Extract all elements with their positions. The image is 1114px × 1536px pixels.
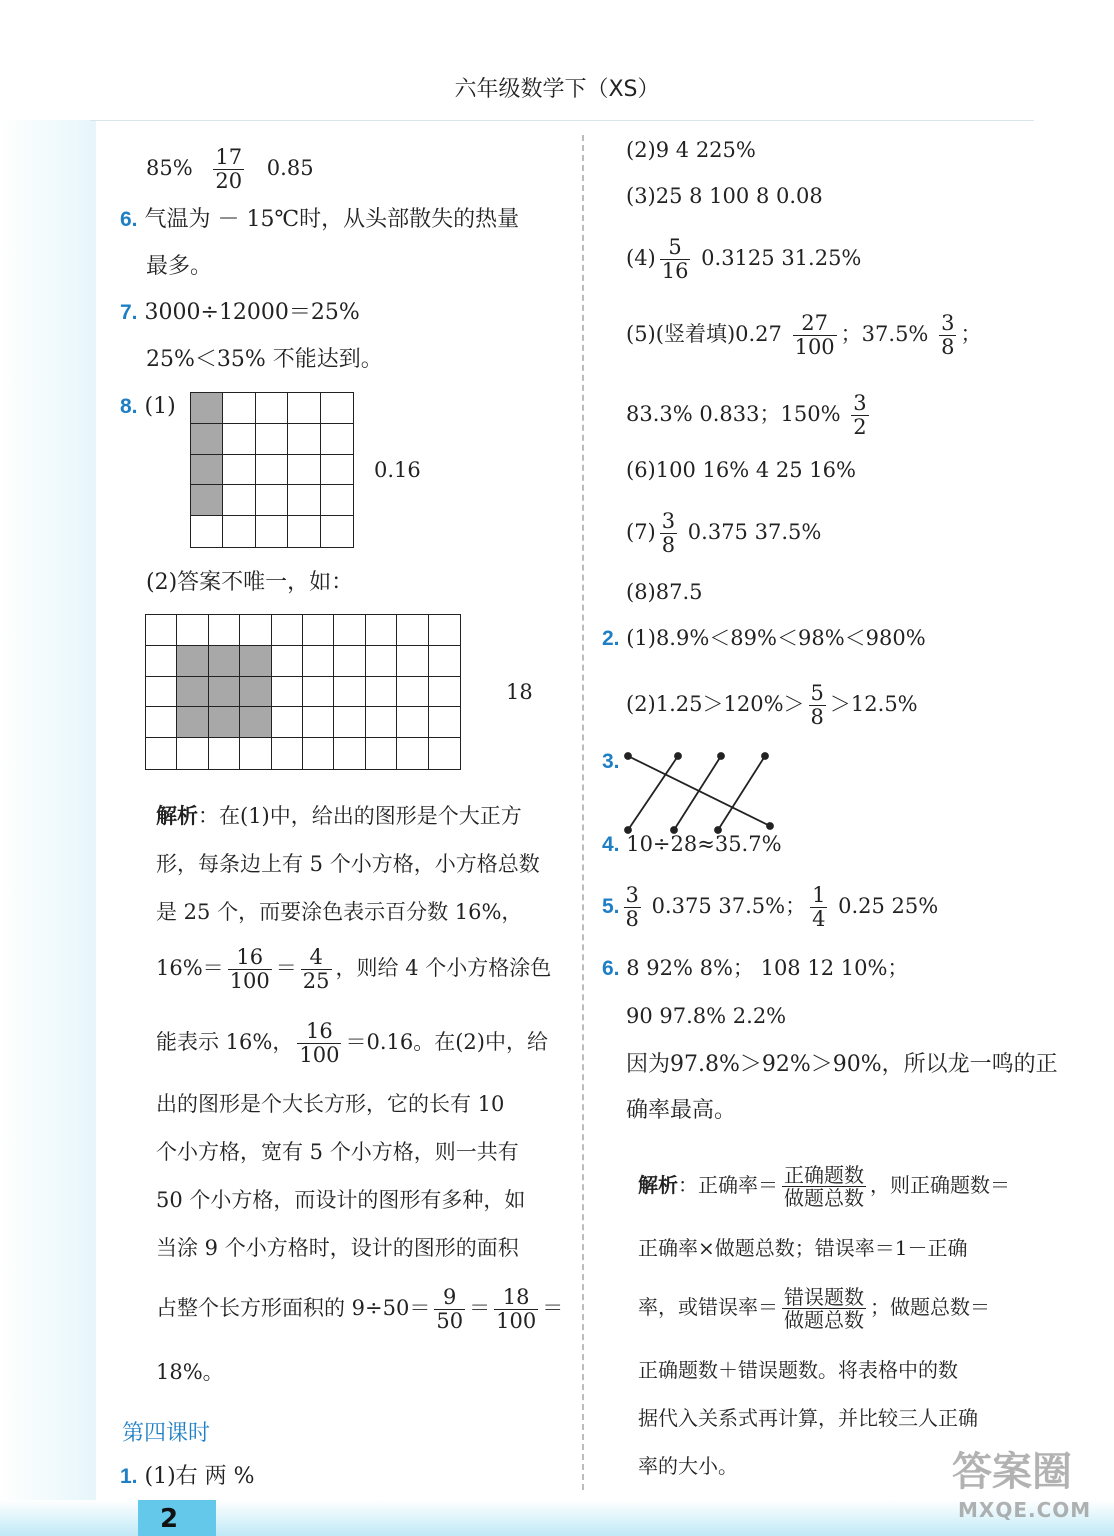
analysis-line-1 (156, 802, 522, 830)
equals-sign: ＝ (275, 956, 297, 980)
analysis-text: ；做题总数＝ (870, 1295, 990, 1319)
grid-cell (223, 485, 255, 516)
page-number: 2 (160, 1504, 179, 1534)
grid-cell (146, 707, 177, 738)
answer-text: 0.375 37.5% (681, 520, 822, 544)
part-label: (1) (144, 394, 176, 419)
grid-cell (223, 516, 255, 547)
grid-cell (209, 738, 240, 769)
grid-cell (321, 393, 353, 424)
grid-cell (272, 615, 303, 646)
analysis-line-3: 是 25 个，而要涂色表示百分数 16%， (156, 900, 523, 924)
grid-cell (321, 516, 353, 547)
grid-cell-shaded (177, 707, 208, 738)
answer-text: 0.25 25% (831, 894, 939, 918)
answer-r2: (2)9 4 225% (626, 138, 756, 162)
grid-cell (272, 738, 303, 769)
analysis-line-8: 50 个小方格，而设计的图形有多种，如 (156, 1188, 526, 1212)
grid-cell (334, 677, 365, 708)
answer-text: (1)8.9%＜89%＜98%＜980% (626, 626, 926, 650)
grid-cell (288, 516, 320, 547)
answer-text: (1)右 两 % (144, 1464, 255, 1489)
grid-cell (288, 455, 320, 486)
grid-cell (397, 615, 428, 646)
analysis-line-11: 18%。 (156, 1360, 224, 1384)
answer-text: 0.375 37.5%； (644, 894, 807, 918)
fraction: $\frac{3}{8}$ (661, 509, 676, 557)
grid-cell (146, 646, 177, 677)
answer-r5b (626, 392, 873, 439)
watermark-url: MXQE.COM (958, 1498, 1092, 1522)
question-7 (120, 298, 360, 328)
question-number: 8. (120, 395, 138, 418)
grid-cell (303, 677, 334, 708)
grid-cell-shaded (209, 707, 240, 738)
grid-cell (397, 707, 428, 738)
answer-text: 0.3125 31.25% (694, 246, 862, 270)
fraction: $\frac{\text{正确题数}}{\text{做题总数}}$ (784, 1163, 864, 1210)
question-6r (602, 954, 908, 983)
grid-cell (334, 738, 365, 769)
fraction: $\frac{17}{20}$ (215, 145, 243, 193)
grid-cell (177, 738, 208, 769)
analysis-text: 16%＝ (156, 956, 224, 980)
grid-cell (223, 455, 255, 486)
left-margin-band (0, 120, 96, 1536)
grid-cell (272, 707, 303, 738)
fraction: $\frac{3}{8}$ (625, 883, 639, 931)
grid-cell-shaded (191, 485, 223, 516)
grid-cell (240, 738, 271, 769)
question-5 (602, 884, 938, 931)
analysis-text: ＝0.16。在(2)中，给 (345, 1030, 548, 1054)
grid-cell (397, 646, 428, 677)
fraction: $\frac{3}{8}$ (941, 311, 955, 359)
grid-cell (429, 738, 460, 769)
grid-cell (209, 615, 240, 646)
equals-sign: ＝ (469, 1296, 491, 1320)
analysis-line-6: 出的图形是个大长方形，它的长有 10 (156, 1092, 505, 1116)
fraction: $\frac{5}{8}$ (810, 681, 824, 729)
grid-cell (321, 455, 353, 486)
analysis-line-9: 当涂 9 个小方格时，设计的图形的面积 (156, 1236, 519, 1260)
grid-cell (429, 677, 460, 708)
fraction: $\frac{9}{50}$ (436, 1285, 464, 1333)
grid-cell-shaded (240, 707, 271, 738)
answer-text: ；37.5% (840, 322, 936, 346)
answer-r7 (626, 510, 821, 557)
answer-text: 气温为 － 15℃时，从头部散失的热量 (144, 207, 520, 232)
answer-text: (7) (626, 520, 656, 544)
grid-cell (303, 615, 334, 646)
header-title: 六年级数学下（XS） (454, 77, 660, 102)
grid1-value: 0.16 (374, 458, 421, 482)
column-divider (582, 135, 584, 1490)
analysis-r-line-3 (638, 1286, 990, 1331)
dot (675, 753, 681, 759)
analysis-line-7: 个小方格，宽有 5 个小方格，则一共有 (156, 1140, 519, 1164)
answer-text: ＞12.5% (829, 692, 918, 716)
question-6r-line4: 确率最高。 (626, 1098, 737, 1123)
grid-cell (303, 646, 334, 677)
matching-lines-diagram (618, 744, 778, 844)
decimal-value: 0.85 (266, 156, 314, 180)
analysis-r-line-6: 率的大小。 (638, 1454, 738, 1478)
grid-cell-shaded (240, 677, 271, 708)
answer-85-line (146, 146, 314, 193)
analysis-text: ，则正确题数＝ (870, 1173, 1010, 1197)
grid-cell (288, 485, 320, 516)
answer-r3: (3)25 8 100 8 0.08 (626, 184, 823, 208)
match-line (718, 756, 765, 830)
section-heading: 第四课时 (122, 1421, 211, 1446)
grid-cell (366, 707, 397, 738)
match-line (628, 756, 678, 830)
dot (767, 823, 773, 829)
header-rule (90, 120, 1034, 121)
grid-cell (429, 615, 460, 646)
grid-cell (321, 485, 353, 516)
rectangle-grid-10x5 (145, 614, 461, 770)
fraction: $\frac{1}{4}$ (812, 883, 826, 931)
analysis-line-10 (156, 1286, 563, 1333)
grid-cell (397, 677, 428, 708)
grid-cell (256, 516, 288, 547)
grid-cell (223, 393, 255, 424)
question-3 (602, 750, 620, 774)
question-4 (602, 830, 782, 859)
grid-cell-shaded (177, 646, 208, 677)
grid-cell (288, 393, 320, 424)
grid-cell (334, 646, 365, 677)
grid-cell-shaded (240, 646, 271, 677)
question-number: 6. (602, 957, 620, 980)
grid-cell (191, 516, 223, 547)
grid-cell (240, 615, 271, 646)
analysis-r-line-5: 据代入关系式再计算，并比较三人正确 (638, 1406, 978, 1430)
grid-cell-shaded (209, 677, 240, 708)
grid-cell (256, 424, 288, 455)
fraction: $\frac{16}{100}$ (299, 1019, 340, 1067)
grid2-value: 18 (506, 680, 533, 704)
answer-text: ； (960, 322, 982, 346)
grid-cell (366, 615, 397, 646)
grid-cell (146, 677, 177, 708)
grid-cell (366, 646, 397, 677)
analysis-line-4 (156, 946, 551, 993)
question-2-line2 (626, 682, 918, 729)
grid-cell-shaded (209, 646, 240, 677)
fraction: $\frac{16}{100}$ (229, 945, 270, 993)
analysis-r-line-2: 正确率×做题总数；错误率＝1－正确 (638, 1236, 968, 1260)
fraction: $\frac{4}{25}$ (302, 945, 330, 993)
grid-cell-shaded (177, 677, 208, 708)
grid-cell-shaded (191, 424, 223, 455)
question-number: 5. (602, 895, 620, 918)
grid-cell (256, 455, 288, 486)
answer-text: 3000÷12000＝25% (144, 300, 360, 325)
answer-text: 83.3% 0.833；150% (626, 402, 848, 426)
fraction: $\frac{3}{2}$ (853, 391, 867, 439)
dot (718, 753, 724, 759)
fraction: $\frac{5}{16}$ (661, 235, 689, 283)
question-1 (120, 1462, 255, 1492)
grid-cell (223, 424, 255, 455)
question-6 (120, 205, 519, 235)
question-8 (120, 392, 176, 422)
analysis-r-line-4: 正确题数＋错误题数。将表格中的数 (638, 1358, 958, 1382)
grid-cell-shaded (191, 455, 223, 486)
grid-cell (272, 677, 303, 708)
grid-cell (146, 615, 177, 646)
answer-r5 (626, 312, 981, 359)
question-2 (602, 624, 926, 653)
question-number: 3. (602, 750, 620, 773)
question-6-line2: 最多。 (146, 254, 213, 279)
answer-r6: (6)100 16% 4 25 16% (626, 458, 856, 482)
grid-cell (177, 615, 208, 646)
dot (762, 753, 768, 759)
analysis-text: ，则给 4 个小方格涂色 (335, 956, 552, 980)
grid-cell (366, 738, 397, 769)
part2-label: (2)答案不唯一，如： (146, 570, 354, 595)
grid-cell (303, 738, 334, 769)
watermark-logo: 答案圈 (952, 1449, 1072, 1495)
question-number: 4. (602, 833, 620, 856)
grid-cell (256, 485, 288, 516)
analysis-label: 解析 (638, 1173, 678, 1197)
dot (625, 753, 631, 759)
grid-cell (429, 646, 460, 677)
analysis-line-5 (156, 1020, 548, 1067)
answer-text: (5)(竖着填)0.27 (626, 322, 789, 346)
grid-cell (303, 707, 334, 738)
question-number: 1. (120, 1465, 138, 1488)
analysis-text: ：在(1)中，给出的图形是个大正方 (198, 804, 522, 828)
analysis-text: 能表示 16%， (156, 1030, 294, 1054)
analysis-text: 占整个长方形面积的 9÷50＝ (156, 1296, 431, 1320)
grid-cell (366, 677, 397, 708)
question-number: 6. (120, 208, 138, 231)
analysis-label: 解析 (156, 804, 198, 828)
answer-text: (4) (626, 246, 656, 270)
answer-text: 8 92% 8%； 108 12 10%； (626, 956, 909, 980)
fraction: $\frac{18}{100}$ (496, 1285, 537, 1333)
analysis-line-2: 形，每条边上有 5 个小方格，小方格总数 (156, 852, 540, 876)
fraction: $\frac{\text{错误题数}}{\text{做题总数}}$ (784, 1285, 864, 1332)
question-7-line2: 25%＜35% 不能达到。 (146, 347, 383, 372)
grid-cell (288, 424, 320, 455)
question-number: 7. (120, 301, 138, 324)
question-6r-line3: 因为97.8%＞92%＞90%，所以龙一鸣的正 (626, 1052, 1058, 1077)
answer-text: (2)1.25＞120%＞ (626, 692, 805, 716)
grid-cell (397, 738, 428, 769)
grid-cell (256, 393, 288, 424)
analysis-text: ：正确率＝ (678, 1173, 778, 1197)
analysis-r-line-1 (638, 1164, 1010, 1209)
analysis-text: ＝ (542, 1296, 564, 1320)
analysis-text: 率，或错误率＝ (638, 1295, 778, 1319)
percent-value: 85% (146, 156, 193, 180)
answer-text: 10÷28≈35.7% (626, 832, 782, 856)
grid-cell (272, 646, 303, 677)
grid-cell (146, 738, 177, 769)
grid-cell (429, 707, 460, 738)
grid-cell (334, 615, 365, 646)
match-line (674, 756, 721, 830)
square-grid-5x5 (190, 392, 354, 548)
answer-r8: (8)87.5 (626, 580, 703, 604)
fraction: $\frac{27}{100}$ (794, 311, 835, 359)
grid-cell (321, 424, 353, 455)
question-6r-line2: 90 97.8% 2.2% (626, 1004, 787, 1028)
grid-cell (334, 707, 365, 738)
answer-r4 (626, 236, 861, 283)
grid-cell-shaded (191, 393, 223, 424)
question-number: 2. (602, 627, 620, 650)
